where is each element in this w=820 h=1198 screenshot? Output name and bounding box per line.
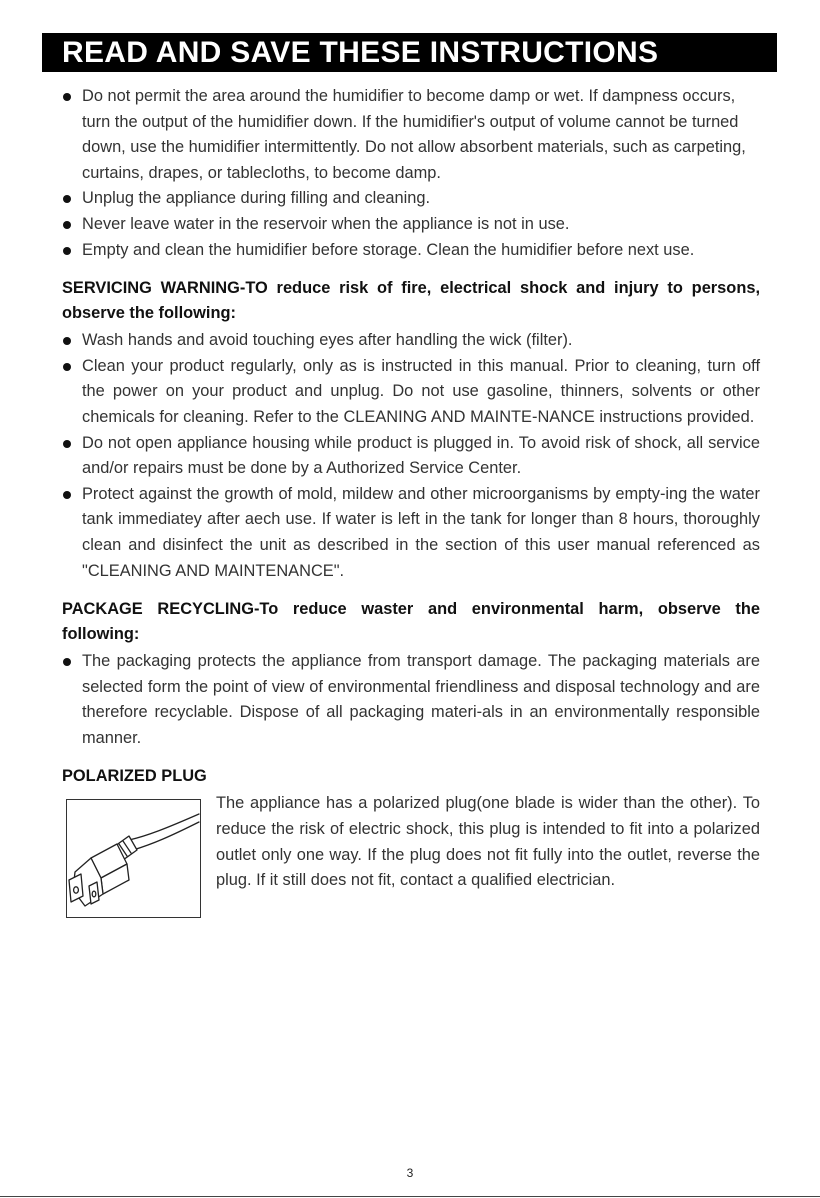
list-item: Wash hands and avoid touching eyes after handling the wick (filter). bbox=[62, 328, 760, 354]
servicing-bullet-list bbox=[62, 328, 760, 584]
intro-bullet-list bbox=[62, 84, 760, 263]
instructions-body bbox=[62, 84, 760, 921]
polarized-plug-description: The appliance has a polarized plug(one blade is wider than the other). To reduce the risk of electric shock, this plug is intended to fit into a polarized outlet only one way. If the plug does not fit fully into the outlet, reverse the plug. If it still does not fit, contact a qualified electrician. bbox=[216, 794, 760, 890]
list-item: Protect against the growth of mold, mildew and other microorganisms by empty-ing the water tank immediatey after aech use. If water is left in the tank for longer than 8 hours, thoroughly clean and disinfect the unit as described in the section of this user manual referenced as "CLEANING AND MAINTENANCE". bbox=[62, 482, 760, 584]
page-title: READ AND SAVE THESE INSTRUCTIONS bbox=[42, 33, 777, 72]
polarized-plug-heading: POLARIZED PLUG bbox=[62, 767, 207, 786]
servicing-warning-heading: SERVICING WARNING-TO reduce risk of fire, electrical shock and injury to persons, observe the following: bbox=[62, 279, 760, 323]
polarized-plug-icon bbox=[66, 799, 201, 918]
package-recycling-heading: PACKAGE RECYCLING-To reduce waster and environmental harm, observe the following: bbox=[62, 600, 760, 644]
recycling-bullet-list bbox=[62, 649, 760, 751]
list-item: Unplug the appliance during filling and cleaning. bbox=[62, 186, 760, 212]
page-number: 3 bbox=[406, 1166, 414, 1180]
polarized-plug-section bbox=[62, 791, 760, 921]
list-item: Do not open appliance housing while product is plugged in. To avoid risk of shock, all service and/or repairs must be done by a Authorized Service Center. bbox=[62, 431, 760, 482]
list-item: Clean your product regularly, only as is instructed in this manual. Prior to cleaning, turn off the power on your product and unplug. Do not use gasoline, thinners, solvents or other chemicals for cleaning. Refer to the CLEANING AND MAINTE-NANCE instructions provided. bbox=[62, 354, 760, 431]
list-item: Do not permit the area around the humidifier to become damp or wet. If dampness occurs, turn the output of the humidifier down. If the humidifier's output of volume cannot be turned down, use the humidifier intermittently. Do not allow absorbent materials, such as carpeting, curtains, drapes, or tablecloths, to become damp. bbox=[62, 84, 760, 186]
list-item: Never leave water in the reservoir when the appliance is not in use. bbox=[62, 212, 760, 238]
bottom-divider bbox=[0, 1196, 820, 1197]
list-item: Empty and clean the humidifier before storage. Clean the humidifier before next use. bbox=[62, 238, 760, 264]
list-item: The packaging protects the appliance from transport damage. The packaging materials are selected form the point of view of environmental friendliness and disposal technology and are therefore recyclable. Dispose of all packaging materi-als in an environmentally responsible manner. bbox=[62, 649, 760, 751]
